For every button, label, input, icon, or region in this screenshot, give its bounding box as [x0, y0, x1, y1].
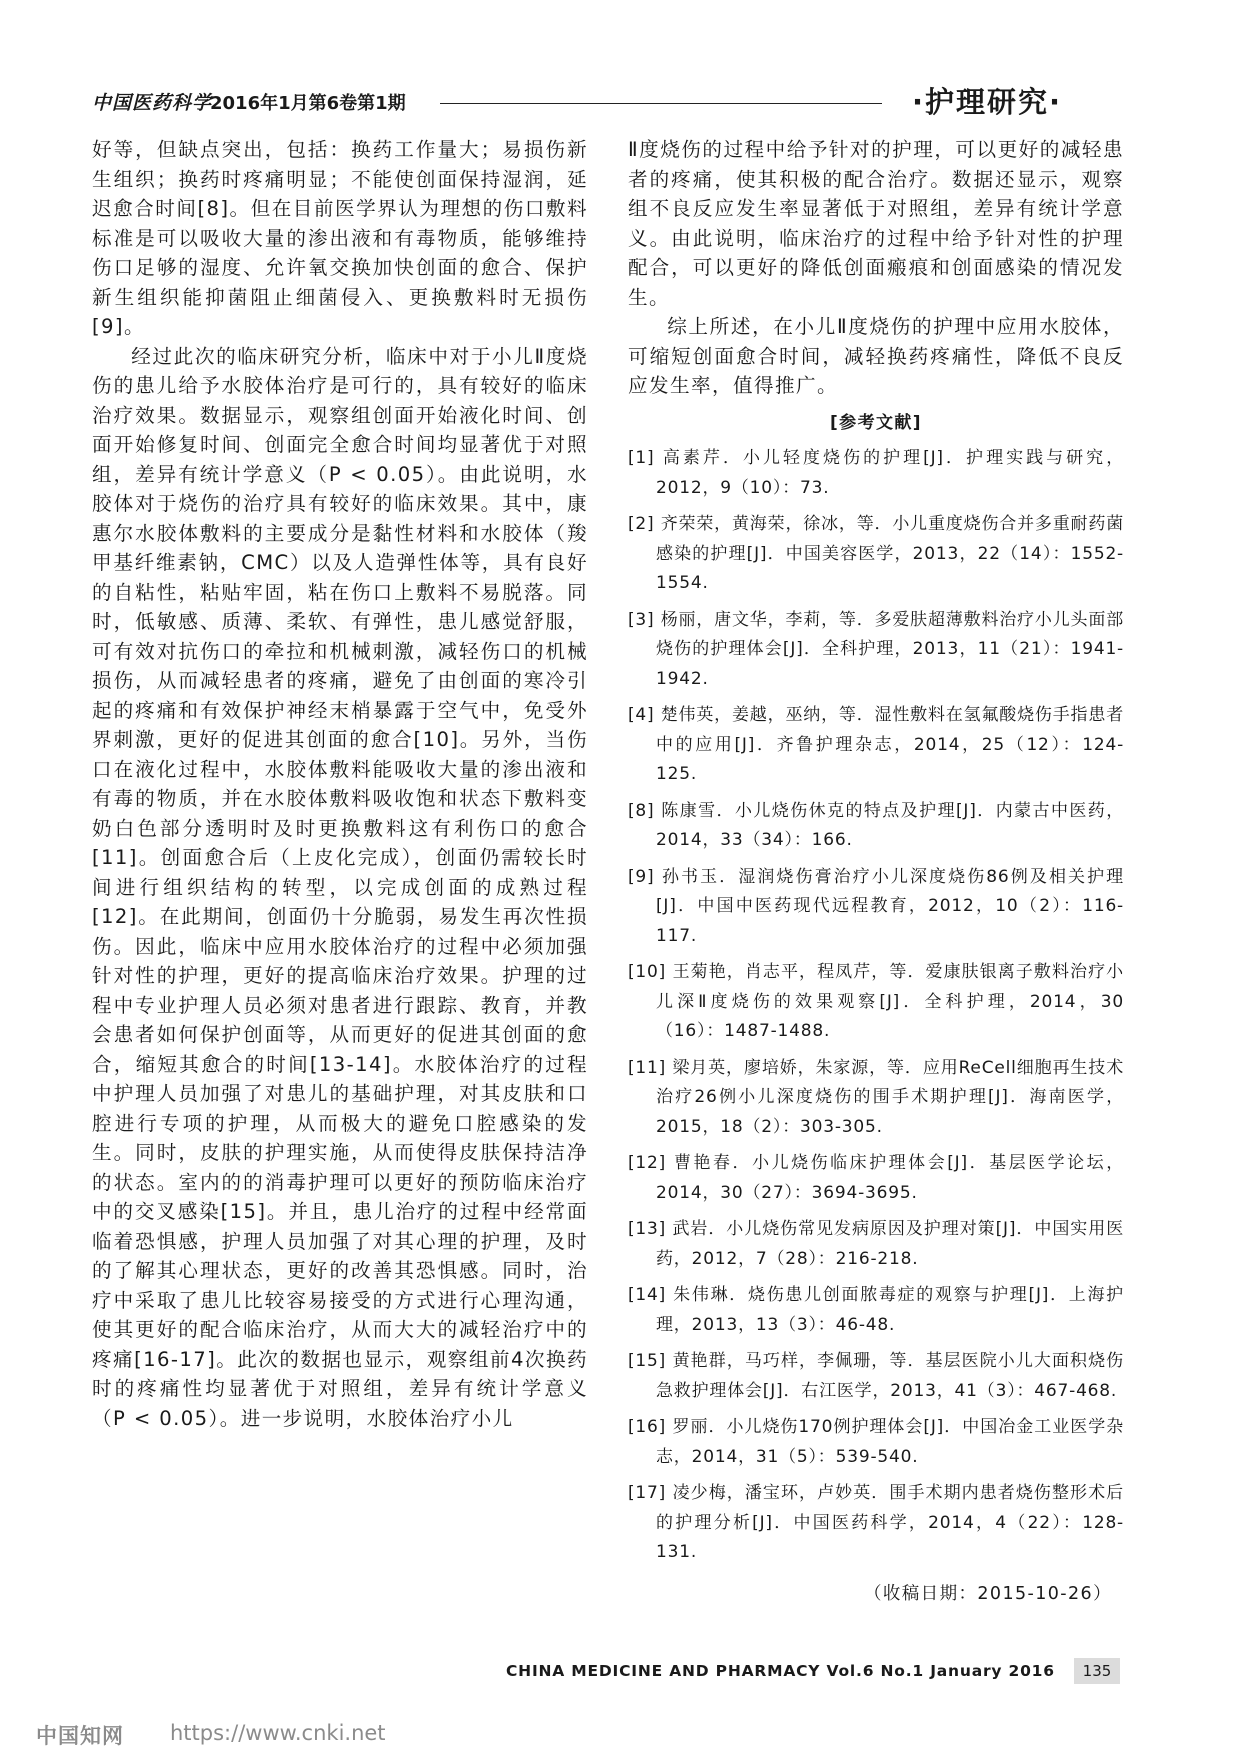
- reference-item: [3] 杨丽，唐文华，李莉，等．多爱肤超薄敷料治疗小儿头面部烧伤的护理体会[J]．全科护理，2013，11（21）：1941-1942.: [628, 609, 1124, 689]
- body-paragraph: 经过此次的临床研究分析，临床中对于小儿Ⅱ度烧伤的患儿给予水胶体治疗是可行的，具有较好的临床治疗效果。数据显示，观察组创面开始液化时间、创面开始修复时间、创面完全愈合时间均显著优于对照组，差异有统计学意义（P < 0.05）。由此说明，水胶体对于烧伤的治疗具有较好的临床效果。其中，康惠尔水胶体敷料的主要成分是黏性材料和水胶体（羧甲基纤维素钠，CMC）以及人造弹性体等，具有良好的自粘性，粘贴牢固，粘在伤口上敷料不易脱落。同时，低敏感、质薄、柔软、有弹性，患儿感觉舒服，可有效对抗伤口的牵拉和机械刺激，减轻伤口的机械损伤，从而减轻患者的疼痛，避免了由创面的寒冷引起的疼痛和有效保护神经末梢暴露于空气中，免受外界刺激，更好的促进其创面的愈合[10]。另外，当伤口在液化过程中，水胶体敷料能吸收大量的渗出液和有毒的物质，并在水胶体敷料吸收饱和状态下敷料变奶白色部分透明时及时更换敷料这有利伤口的愈合[11]。创面愈合后（上皮化完成），创面仍需较长时间进行组织结构的转型，以完成创面的成熟过程[12]。在此期间，创面仍十分脆弱，易发生再次性损伤。因此，临床中应用水胶体治疗的过程中必须加强针对性的护理，更好的提高临床治疗效果。护理的过程中专业护理人员必须对患者进行跟踪、教育，并教会患者如何保护创面等，从而更好的促进其创面的愈合，缩短其愈合的时间[13-14]。水胶体治疗的过程中护理人员加强了对患儿的基础护理，对其皮肤和口腔进行专项的护理，从而极大的避免口腔感染的发生。同时，皮肤的护理实施，从而使得皮肤保持洁净的状态。室内的的消毒护理可以更好的预防临床治疗中的交叉感染[15]。并且，患儿治疗的过程中经常面临着恐惧感，护理人员加强了对其心理的护理，及时的了解其心理状态，更好的改善其恐惧感。同时，治疗中采取了患儿比较容易接受的方式进行心理沟通，使其更好的配合临床治疗，从而大大的减轻治疗中的疼痛[16-17]。此次的数据也显示，观察组前4次换药时的疼痛性均显著优于对照组，差异有统计学意义（P < 0.05）。进一步说明，水胶体治疗小儿: [92, 344, 588, 1430]
- reference-list: [628, 444, 1124, 1568]
- journal-name: 中国医药科学: [92, 92, 213, 114]
- reference-item: [15] 黄艳群，马巧样，李佩珊，等．基层医院小儿大面积烧伤急救护理体会[J]．右江医学，2013，41（3）：467-468.: [628, 1351, 1124, 1401]
- reference-item: [9] 孙书玉．湿润烧伤膏治疗小儿深度烧伤86例及相关护理[J]．中国中医药现代远程教育，2012，10（2）：116-117.: [628, 866, 1124, 946]
- body-paragraph: 好等，但缺点突出，包括：换药工作量大；易损伤新生组织；换药时疼痛明显；不能使创面保持湿润，延迟愈合时间[8]。但在目前医学界认为理想的伤口敷料标准是可以吸收大量的渗出液和有毒物质，能够维持伤口足够的湿度、允许氧交换加快创面的愈合、保护新生组织能抑菌阻止细菌侵入、更换敷料时无损伤[9]。: [92, 138, 588, 338]
- issue-info: 2016年1月第6卷第1期: [210, 93, 406, 114]
- header-rule: [440, 103, 882, 104]
- reference-item: [10] 王菊艳，肖志平，程凤芹，等．爱康肤银离子敷料治疗小儿深Ⅱ度烧伤的效果观察[J]．全科护理，2014，30（16）：1487-1488.: [628, 962, 1124, 1041]
- reference-item: [2] 齐荣荣，黄海荣，徐冰，等．小儿重度烧伤合并多重耐药菌感染的护理[J]．中国美容医学，2013，22（14）：1552-1554.: [628, 514, 1124, 593]
- left-column: [92, 135, 588, 1433]
- reference-item: [16] 罗丽．小儿烧伤170例护理体会[J]．中国冶金工业医学杂志，2014，31（5）：539-540.: [628, 1417, 1124, 1467]
- reference-item: [8] 陈康雪．小儿烧伤休克的特点及护理[J]．内蒙古中医药，2014，33（34）：166.: [628, 800, 1124, 850]
- cnki-url[interactable]: https://www.cnki.net: [170, 1721, 386, 1745]
- reference-item: [17] 凌少梅，潘宝环，卢妙英．围手术期内患者烧伤整形术后的护理分析[J]．中国医药科学，2014，4（22）：128-131.: [628, 1483, 1124, 1562]
- reference-item: [12] 曹艳春．小儿烧伤临床护理体会[J]．基层医学论坛，2014，30（27）：3694-3695.: [628, 1153, 1124, 1203]
- section-title: ·护理研究·: [912, 85, 1063, 119]
- reference-item: [14] 朱伟琳．烧伤患儿创面脓毒症的观察与护理[J]．上海护理，2013，13（3）：46-48.: [628, 1285, 1124, 1335]
- body-paragraph: Ⅱ度烧伤的过程中给予针对的护理，可以更好的减轻患者的疼痛，使其积极的配合治疗。数据还显示，观察组不良反应发生率显著低于对照组，差异有统计学意义。由此说明，临床治疗的过程中给予针对性的护理配合，可以更好的降低创面瘢痕和创面感染的情况发生。: [628, 138, 1124, 309]
- reference-item: [13] 武岩．小儿烧伤常见发病原因及护理对策[J]．中国实用医药，2012，7（28）：216-218.: [628, 1219, 1124, 1269]
- references-heading: [参考文献]: [830, 412, 922, 433]
- reference-item: [4] 楚伟英，姜越，巫纳，等．湿性敷料在氢氟酸烧伤手指患者中的应用[J]．齐鲁护理杂志，2014，25（12）：124-125.: [628, 705, 1124, 784]
- conclusion-paragraph: 综上所述，在小儿Ⅱ度烧伤的护理中应用水胶体，可缩短创面愈合时间，减轻换药疼痛性，降低不良反应发生率，值得推广。: [628, 315, 1124, 397]
- footer-journal-info: CHINA MEDICINE AND PHARMACY Vol.6 No.1 January 2016: [506, 1662, 1055, 1680]
- cnki-watermark: 中国知网: [36, 1724, 124, 1748]
- reference-item: [11] 梁月英，廖培娇，朱家源，等．应用ReCell细胞再生技术治疗26例小儿深度烧伤的围手术期护理[J]．海南医学，2015，18（2）：303-305.: [628, 1057, 1124, 1137]
- right-column: [628, 135, 1124, 1609]
- page-number: 135: [1074, 1658, 1120, 1684]
- received-date: （收稿日期：2015-10-26）: [863, 1583, 1112, 1604]
- reference-item: [1] 高素芹．小儿轻度烧伤的护理[J]．护理实践与研究，2012，9（10）：73.: [628, 448, 1124, 498]
